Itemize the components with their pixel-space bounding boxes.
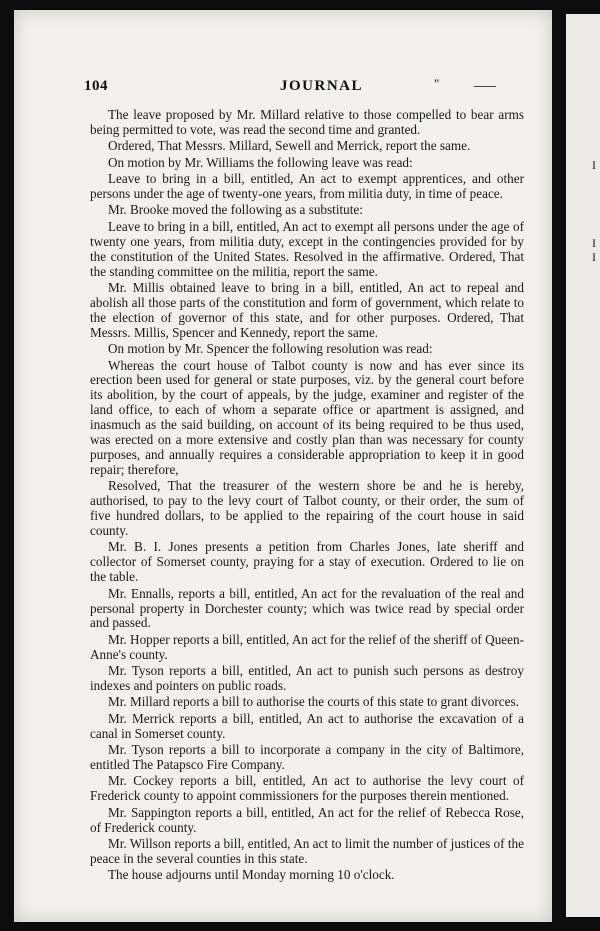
journal-page [14,10,552,922]
paragraph: Leave to bring in a bill, entitled, An act to exempt all persons under the age of twenty one years, from militia duty, except in the contingencies provided for by the constitution of the United States. Resolved in the affirmative. Ordered, That the standing committee on the militia, report the same. [90,218,524,279]
paragraph: The leave proposed by Mr. Millard relative to those compelled to bear arms being permitted to vote, was read the second time and granted. [90,107,524,137]
facing-page-mark: I [592,250,596,264]
facing-page-mark: I [592,236,596,250]
paragraph: Mr. Ennalls, reports a bill, entitled, An act for the revaluation of the real and personal property in Dorchester county; which was twice read by special order and passed. [90,585,524,631]
paragraph: Mr. Tyson reports a bill to incorporate a company in the city of Baltimore, entitled The Patapsco Fire Company. [90,742,524,773]
paragraph: Mr. Merrick reports a bill, entitled, An act to authorise the excavation of a canal in Somerset county. [90,710,524,741]
paragraph: Ordered, That Messrs. Millard, Sewell and Merrick, report the same. [108,138,471,154]
paragraph: Mr. B. I. Jones presents a petition from Charles Jones, late sheriff and collector of Somerset county, praying for a stay of execution. Ordered to lie on the table. [90,539,524,585]
paragraph: Resolved, That the treasurer of the western shore be and he is hereby, authorised, to pay to the levy court of Talbot county, or their order, the sum of five hundred dollars, to be applied to the repairing of the court house in said county. [90,478,524,538]
facing-page-mark: I [592,158,596,172]
header-stray-mark: " [434,76,440,91]
header-rule [474,86,496,87]
paragraph: Mr. Brooke moved the following as a substitute: [108,202,363,218]
page-header [84,78,524,100]
paragraph: Mr. Tyson reports a bill, entitled, An act to punish such persons as destroy indexes and pointers on public roads. [90,663,524,694]
paragraph: Whereas the court house of Talbot county is now and has ever since its erection been used for general or state purposes, viz. by the general court before its abolition, by the court of appeals, by the judge, examiner and register of the land office, to each of whom a separate office or apartment is assigned, and inasmuch as the said building, on account of its being required to be thus used, was erected on a more extensive and costly plan than was necessary for county purposes, and annually requires a considerable appropriation to keep it in good repair; therefore, [90,357,524,477]
paragraph: Mr. Willson reports a bill, entitled, An act to limit the number of justices of the peace in the several counties in this state. [90,836,524,866]
facing-page-edge [566,14,600,917]
running-head: JOURNAL [280,78,364,94]
paragraph: Mr. Hopper reports a bill, entitled, An act for the relief of the sheriff of Queen-Anne's county. [90,631,524,662]
paragraph: On motion by Mr. Williams the following leave was read: [108,154,413,170]
paragraph: Mr. Millis obtained leave to bring in a bill, entitled, An act to repeal and abolish all those parts of the constitution and form of government, which relate to the election of governor of this state, and for other purposes. Ordered, That Messrs. Millis, Spencer and Kennedy, report the same. [90,279,524,340]
page-number: 104 [84,78,108,94]
journal-text [90,108,524,885]
paragraph: Mr. Sappington reports a bill, entitled, An act for the relief of Rebecca Rose, of Frederick county. [90,804,524,835]
paragraph: Leave to bring in a bill, entitled, An act to exempt apprentices, and other persons under the age of twenty-one years, from militia duty, in time of peace. [90,171,524,202]
paragraph: The house adjourns until Monday morning 10 o'clock. [108,867,395,883]
paragraph: On motion by Mr. Spencer the following resolution was read: [108,341,433,357]
paragraph: Mr. Cockey reports a bill, entitled, An act to authorise the levy court of Frederick county to appoint commissioners for the purposes therein mentioned. [90,773,524,804]
paragraph: Mr. Millard reports a bill to authorise the courts of this state to grant divorces. [108,694,519,710]
